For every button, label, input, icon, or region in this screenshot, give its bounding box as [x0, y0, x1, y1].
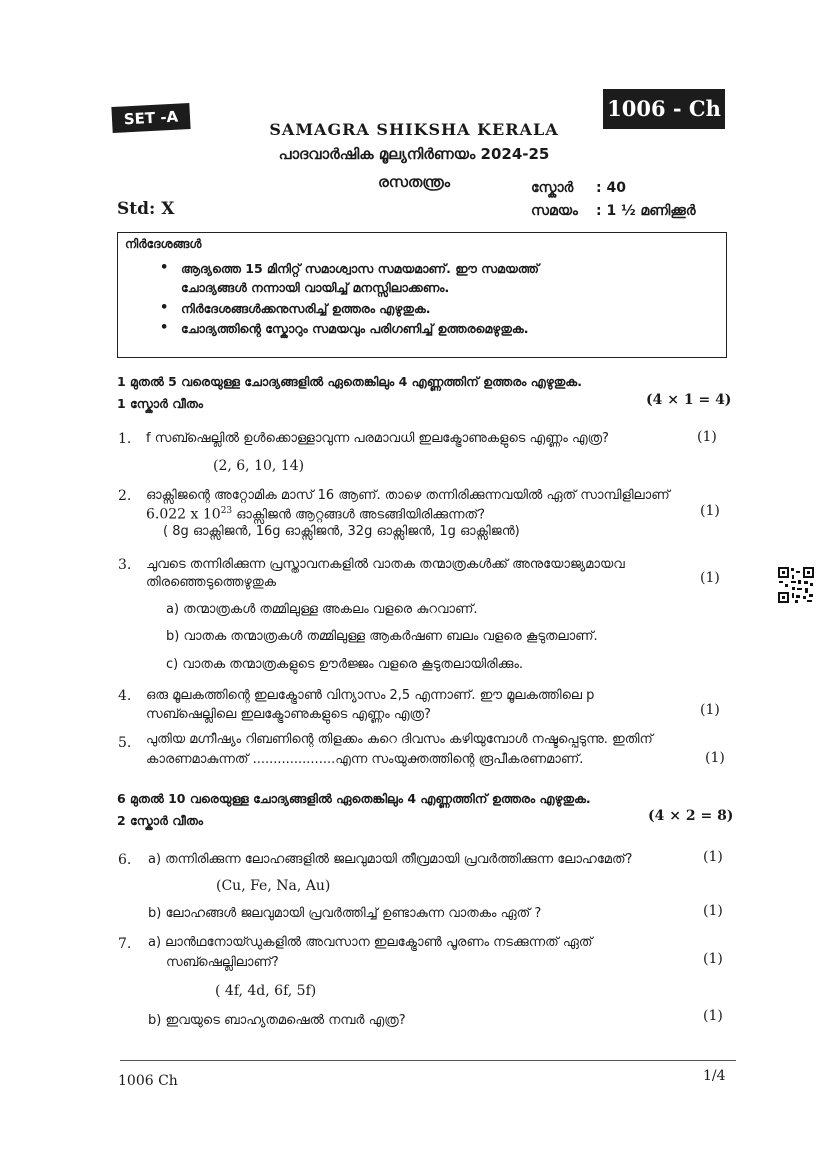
- question-5-line2: കാരണമാകുന്നത് ....................എന്ന സംയുക്തത്തിന്റെ രൂപീകരണമാണ്.: [146, 752, 584, 767]
- instruction-item: നിർദേശങ്ങൾക്കനുസരിച്ച് ഉത്തരം എഴുതുക.: [181, 301, 431, 316]
- question-5-mark: (1): [705, 750, 725, 766]
- section-2-instruction: 6 മുതൽ 10 വരെയുള്ള ചോദ്യങ്ങളിൽ ഏതെങ്കിലും 4 എണ്ണത്തിന് ഉത്തരം എഴുതുക.: [117, 791, 591, 806]
- bullet-icon: •: [160, 260, 169, 275]
- question-6a-mark: (1): [703, 849, 723, 865]
- organization-title: SAMAGRA SHIKSHA KERALA: [269, 120, 559, 139]
- question-4-mark: (1): [700, 702, 720, 718]
- question-3-option-b: b) വാതക തന്മാത്രകൾ തമ്മിലുള്ള ആകർഷണ ബലം വളരെ കൂടുതലാണ്.: [166, 629, 598, 644]
- question-2-avogadro: 6.022 x 10: [146, 506, 221, 523]
- question-6b-text: b) ലോഹങ്ങൾ ജലവുമായി പ്രവർത്തിച്ച് ഉണ്ടാകുന്ന വാതകം ഏത് ?: [148, 906, 542, 921]
- question-2-options: ( 8g ഓക്സിജൻ, 16g ഓക്സിജൻ, 32g ഓക്സിജൻ, 1g ഓക്സിജൻ): [163, 524, 520, 539]
- question-3-line2: തിരഞ്ഞെടുത്തെഴുതുക: [146, 575, 277, 590]
- section-1-score-note: 1 സ്കോർ വീതം: [117, 396, 204, 411]
- question-6a-options: (Cu, Fe, Na, Au): [216, 878, 331, 894]
- footer-paper-code: 1006 Ch: [118, 1073, 178, 1089]
- question-1-text: f സബ്ഷെല്ലിൽ ഉൾക്കൊള്ളാവുന്ന പരമാവധി ഇലക്ട്രോണുകളുടെ എണ്ണം എത്ര?: [146, 431, 609, 446]
- question-3-option-c: c) വാതക തന്മാത്രകളുടെ ഊർജ്ജം വളരെ കൂടുതലായിരിക്കും.: [166, 657, 524, 672]
- question-4-line2: സബ്ഷെല്ലിലെ ഇലക്ട്രോണുകളുടെ എണ്ണം എത്ര?: [146, 707, 431, 722]
- question-2-mark: (1): [700, 503, 720, 519]
- question-number: 2.: [118, 488, 132, 504]
- question-3-line1: ചുവടെ തന്നിരിക്കുന്ന പ്രസ്താവനകളിൽ വാതക തന്മാത്രകൾക്ക് അനുയോജ്യമായവ: [146, 557, 625, 572]
- section-2-score-note: 2 സ്കോർ വീതം: [117, 813, 204, 828]
- question-7b-text: b) ഇവയുടെ ബാഹ്യതമഷെൽ നമ്പർ എത്ര?: [148, 1013, 406, 1028]
- section-1-instruction: 1 മുതൽ 5 വരെയുള്ള ചോദ്യങ്ങളിൽ ഏതെങ്കിലും 4 എണ്ണത്തിന് ഉത്തരം എഴുതുക.: [117, 374, 582, 389]
- instruction-item: ചോദ്യങ്ങൾ നന്നായി വായിച്ച് മനസ്സിലാക്കണം.: [181, 280, 450, 295]
- score-label: സ്കോർ: [531, 180, 574, 196]
- score-value: : 40: [596, 180, 626, 196]
- time-label: സമയം: [531, 203, 578, 219]
- question-3-mark: (1): [700, 570, 720, 586]
- question-1-mark: (1): [697, 429, 717, 445]
- question-2-line1: ഓക്സിജന്റെ അറ്റോമിക മാസ് 16 ആണ്. താഴെ തന്നിരിക്കുന്നവയിൽ ഏത് സാമ്പിളിലാണ്: [146, 488, 670, 503]
- question-7a-line2: സബ്ഷെല്ലിലാണ്?: [166, 955, 279, 970]
- question-7a-line1: a) ലാൻഥനോയ്ഡുകളിൽ അവസാന ഇലക്ട്രോൺ പൂരണം നടക്കുന്നത് ഏത്: [148, 935, 593, 950]
- question-7a-mark: (1): [703, 951, 723, 967]
- footer-divider: [120, 1060, 736, 1061]
- instruction-item: ആദ്യത്തെ 15 മിനിറ്റ് സമാശ്വാസ സമയമാണ്. ഈ സമയത്ത്: [181, 261, 539, 276]
- section-2-marks: (4 × 2 = 8): [648, 808, 734, 824]
- footer-page-number: 1/4: [703, 1068, 726, 1084]
- instructions-title: നിർദേശങ്ങൾ: [125, 237, 202, 251]
- bullet-icon: •: [160, 300, 169, 315]
- standard-label: Std: X: [117, 199, 175, 219]
- bullet-icon: •: [160, 320, 169, 335]
- question-number: 6.: [118, 852, 132, 868]
- question-number: 5.: [118, 735, 132, 751]
- time-value: : 1 ½ മണിക്കൂർ: [596, 203, 696, 219]
- question-6a-text: a) തന്നിരിക്കുന്ന ലോഹങ്ങളിൽ ജലവുമായി തീവ്രമായി പ്രവർത്തിക്കുന്ന ലോഹമേത്?: [148, 852, 633, 867]
- question-2-line2: [146, 506, 485, 523]
- question-5-line1: പുതിയ മഗ്നീഷ്യം റിബണിന്റെ തിളക്കം കുറെ ദിവസം കഴിയുമ്പോൾ നഷ്ടപ്പെടുന്നു. ഇതിന്: [146, 732, 653, 747]
- question-3-option-a: a) തന്മാത്രകൾ തമ്മിലുള്ള അകലം വളരെ കുറവാണ്.: [166, 602, 478, 617]
- question-2-line2-rest: ഓക്സിജൻ ആറ്റങ്ങൾ അടങ്ങിയിരിക്കുന്നത്?: [232, 507, 485, 523]
- question-2-exponent: 23: [220, 506, 233, 516]
- section-1-marks: (4 × 1 = 4): [646, 392, 732, 408]
- question-1-options: (2, 6, 10, 14): [213, 458, 305, 474]
- instruction-item: ചോദ്യത്തിന്റെ സ്കോറും സമയവും പരിഗണിച്ച് ഉത്തരമെഴുതുക.: [181, 321, 529, 336]
- question-4-line1: ഒരു മൂലകത്തിന്റെ ഇലക്ട്രോൺ വിന്യാസം 2,5 എന്നാണ്. ഈ മൂലകത്തിലെ p: [146, 688, 595, 703]
- paper-code-badge: 1006 - Ch: [603, 89, 725, 129]
- set-label-badge: SET -A: [111, 103, 190, 133]
- question-number: 3.: [118, 557, 132, 573]
- question-number: 4.: [118, 688, 132, 704]
- question-7a-options: ( 4f, 4d, 6f, 5f): [215, 983, 317, 999]
- qr-code-icon: [777, 566, 815, 604]
- question-6b-mark: (1): [703, 903, 723, 919]
- subject-title: രസതന്ത്രം: [378, 173, 451, 191]
- question-7b-mark: (1): [703, 1008, 723, 1024]
- exam-title: പാദവാർഷിക മൂല്യനിർണയം 2024-25: [278, 145, 550, 163]
- question-number: 1.: [118, 431, 132, 447]
- question-number: 7.: [118, 936, 132, 952]
